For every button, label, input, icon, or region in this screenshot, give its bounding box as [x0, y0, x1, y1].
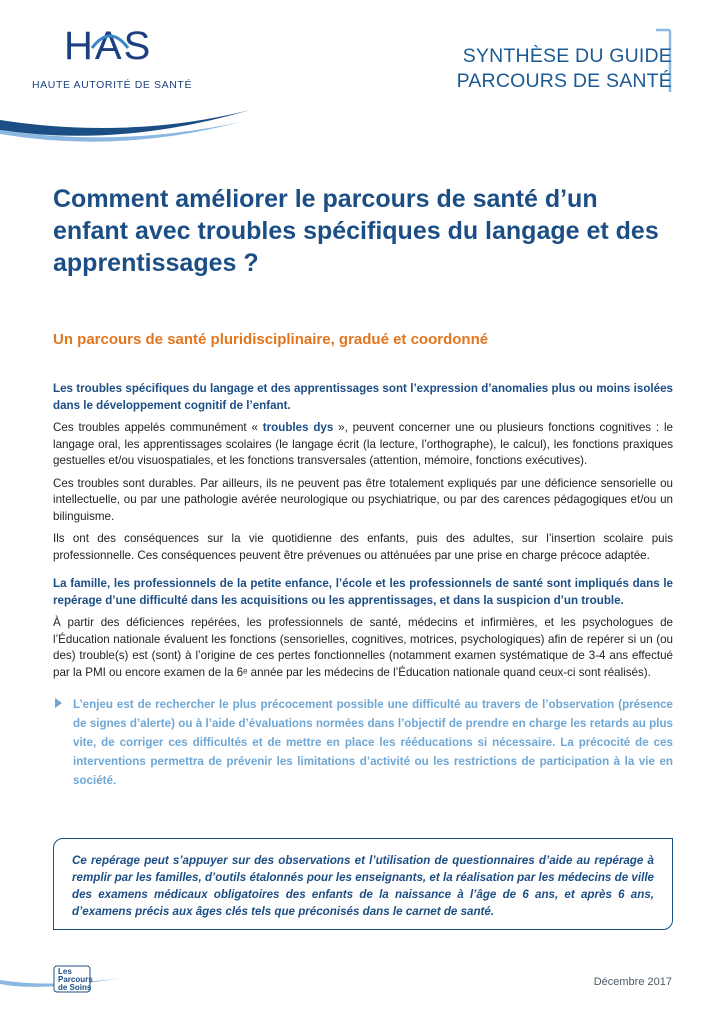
guide-title-line1: SYNTHÈSE DU GUIDE	[462, 45, 672, 67]
footer-logo-line3: de Soins	[58, 983, 92, 992]
callout-box	[53, 838, 673, 930]
key-point-text: L’enjeu est de rechercher le plus précocement possible une difficulté au travers de l’observation (présence de signes d’alerte) ou à l’aide d’évaluations normées dans l’objectif de prendre en charge les retards au plus vite, de corriger ces difficultés et de mettre en place les rééducations si nécessaire. La précocité de ces interventions permettra de prévenir les limitations d’activité ou les restrictions de participation à la vie en société.	[73, 698, 673, 787]
section1-lead: Les troubles spécifiques du langage et des apprentissages sont l’expression d’anomalies plus ou moins isolées dans le développement cognitif de l’enfant.	[53, 382, 673, 412]
guide-title-line2: PARCOURS DE SANTÉ	[456, 70, 672, 92]
p1-after: », peuvent concerner une ou plusieurs fonctions cognitives : le langage oral, les apprentissages scolaires (le langage écrit (la lecture, l’orthographe), le calcul), les fonctions praxiques gestuelles et/ou visuospatiales, et les fonctions transversales (attention, mémoire, fonctions exécutives).	[53, 421, 673, 467]
main-content	[53, 381, 673, 790]
swoosh-icon	[0, 90, 260, 160]
has-logo	[26, 24, 236, 134]
logo-subtitle: HAUTE AUTORITÉ DE SANTÉ	[32, 79, 193, 91]
key-point-bullet	[53, 695, 673, 790]
section2-lead: La famille, les professionnels de la petite enfance, l’école et les professionnels de santé sont impliqués dans le repérage d’une difficulté dans les acquisitions ou les apprentissages, et dans la suspicion d’un trouble.	[53, 577, 673, 607]
section1-paragraph-1	[53, 420, 673, 470]
section2-paragraph-1: À partir des déficiences repérées, les professionnels de santé, médecins et infirmières, et les psychologues de l’Éducation nationale évaluent les fonctions (sensorielles, cognitives, motrices, psychologiques) afin de repérer si un (ou des) trouble(s) est (sont) à l’origine de ces pertes fonctionnelles (notamment examen systématique de 3-4 ans effectué par la PMI ou encore examen de la 6ᵉ année par les médecins de l’Éducation nationale quand ceux-ci sont réalisés).	[53, 616, 673, 679]
publication-date: Décembre 2017	[593, 976, 672, 988]
guide-title	[457, 44, 672, 94]
footer-logo-line2: Parcours	[58, 975, 93, 984]
triangle-bullet-icon	[55, 698, 62, 708]
page-subtitle: Un parcours de santé pluridisciplinaire, gradué et coordonné	[53, 331, 489, 348]
logo-arc-icon	[90, 30, 130, 50]
footer-logo-text	[58, 968, 93, 992]
logo-mark: HAS	[64, 24, 153, 68]
troubles-dys-highlight: troubles dys	[262, 421, 334, 434]
callout-text: Ce repérage peut s’appuyer sur des observations et l’utilisation de questionnaires d’aide au repérage à remplir par les familles, d’outils étalonnés pour les enseignants, et la réalisation par les médecins de ville des examens médicaux obligatoires des enfants de la naissance à l’âge de 6 ans, et après 6 ans, d’examens précis aux âges clés tels que préconisés dans le carnet de santé.	[72, 854, 654, 918]
page-title: Comment améliorer le parcours de santé d’un enfant avec troubles spécifiques du langage et des apprentissages ?	[53, 185, 659, 277]
p1-before: Ces troubles appelés communément «	[53, 421, 263, 434]
section1-paragraph-3: Ils ont des conséquences sur la vie quotidienne des enfants, puis des adultes, sur l’insertion scolaire puis professionnelle. Ces conséquences peuvent être prévenues ou atténuées par une prise en charge précoce adaptée.	[53, 532, 673, 562]
section1-paragraph-2: Ces troubles sont durables. Par ailleurs, ils ne peuvent pas être totalement expliqués par une déficience sensorielle ou intellectuelle, ou par une pathologie avérée neurologique ou psychiatrique, ou par des carences pédagogiques et/ou un bilinguisme.	[53, 476, 673, 523]
footer-logo-line1: Les	[58, 967, 72, 976]
